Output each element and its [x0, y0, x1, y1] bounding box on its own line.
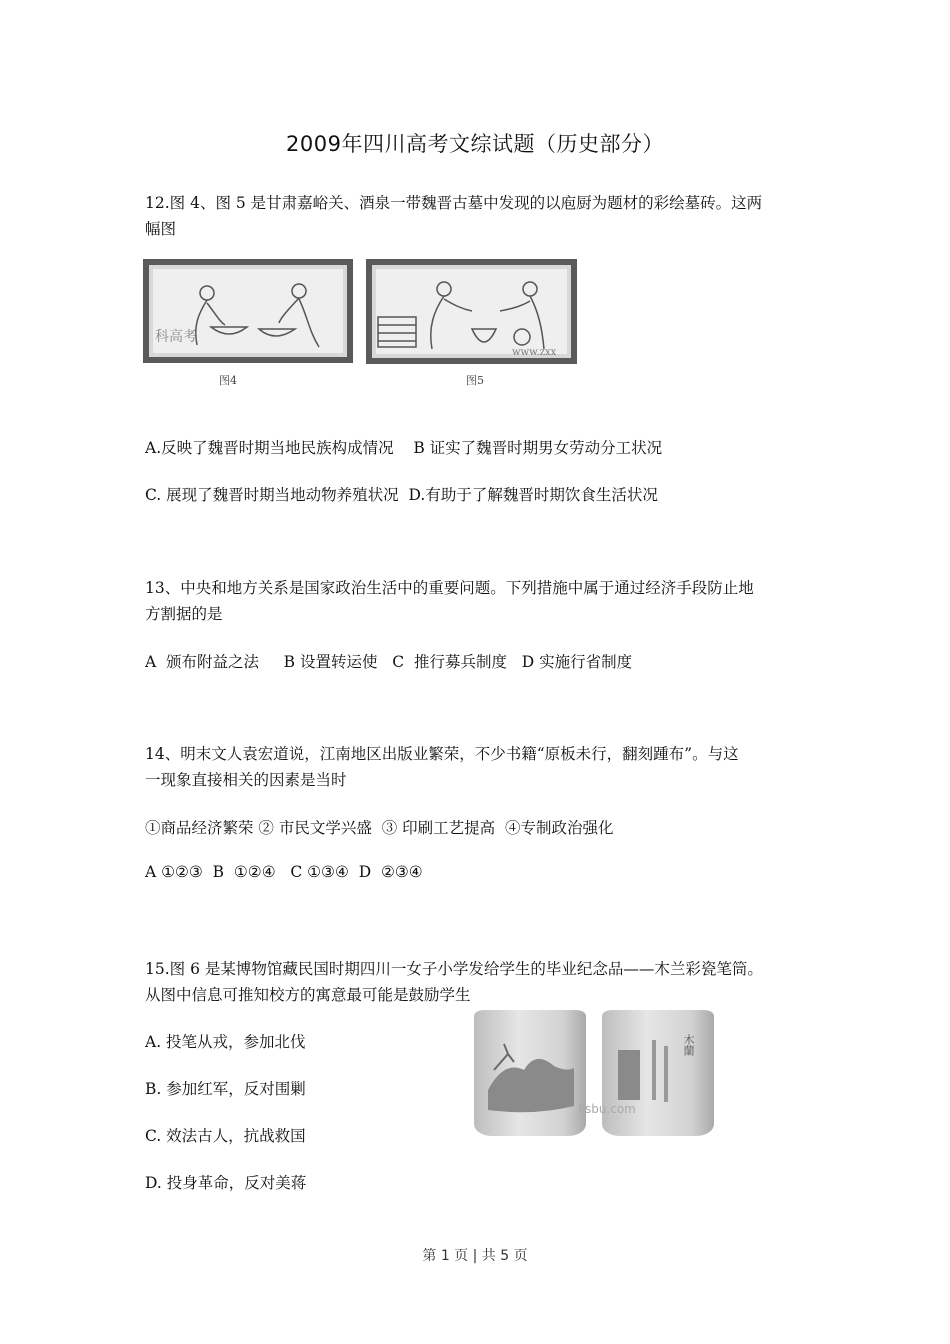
question-13-stem [145, 575, 810, 627]
question-12-options-row2: C. 展现了魏晋时期当地动物养殖状况 D.有助于了解魏晋时期饮食生活状况 [145, 486, 658, 504]
figure-5-sketch [372, 265, 571, 358]
page-footer: 第 1 页 | 共 5 页 [422, 1248, 528, 1264]
figure-6-watermark: ksbu.com [578, 1102, 636, 1116]
document-title: 2009年四川高考文综试题（历史部分） [286, 132, 664, 156]
brush-pot-inscription: 木蘭 [682, 1034, 695, 1056]
question-12-options-row1: A.反映了魏晋时期当地民族构成情况 B 证实了魏晋时期男女劳动分工状况 [145, 439, 663, 457]
figure-5-image [366, 259, 577, 364]
brush-pot-right [602, 1010, 714, 1136]
question-13-stem-line2: 方割据的是 [145, 605, 223, 623]
figure-4-sketch [149, 265, 347, 357]
question-14-stem-line1: 14、明末文人袁宏道说，江南地区出版业繁荣，不少书籍“原板未行，翻刻踵布”。与这 [145, 745, 739, 763]
question-15-stem-line1: 15.图 6 是某博物馆藏民国时期四川一女子小学发给学生的毕业纪念品——木兰彩瓷笔筒。 [145, 960, 763, 978]
question-15-option-c: C. 效法古人，抗战救国 [145, 1127, 306, 1145]
question-12-stem [145, 190, 810, 242]
question-15-option-b: B. 参加红军，反对围剿 [145, 1080, 306, 1098]
question-15-stem-line2: 从图中信息可推知校方的寓意最可能是鼓励学生 [145, 986, 471, 1004]
landscape-painting [474, 1010, 586, 1136]
question-13-options: A 颁布附益之法 B 设置转运使 C 推行募兵制度 D 实施行省制度 [145, 653, 633, 671]
question-14-stem [145, 741, 810, 793]
question-15-option-a: A. 投笔从戎，参加北伐 [145, 1033, 306, 1051]
question-14-options: A ①②③ B ①②④ C ①③④ D ②③④ [145, 863, 423, 881]
calligraphy-block [618, 1050, 640, 1100]
question-14-items: ①商品经济繁荣 ② 市民文学兴盛 ③ 印刷工艺提高 ④专制政治强化 [145, 819, 614, 837]
figure-5-caption: 图5 [466, 374, 484, 387]
question-12-stem-line2: 幅图 [145, 220, 177, 238]
brush-pot-left [474, 1010, 586, 1136]
question-13-stem-line1: 13、中央和地方关系是国家政治生活中的重要问题。下列措施中属于通过经济手段防止地 [145, 579, 754, 597]
question-14-stem-line2: 一现象直接相关的因素是当时 [145, 771, 347, 789]
figure-4-image [143, 259, 353, 363]
figure-4-caption: 图4 [219, 374, 237, 387]
figure-4-watermark: 科高考 [155, 329, 197, 345]
question-15-stem [145, 956, 810, 1008]
question-12-stem-line1: 12.图 4、图 5 是甘肃嘉峪关、酒泉一带魏晋古墓中发现的以庖厨为题材的彩绘墓砖。这两 [145, 194, 763, 212]
figure-5-watermark: www.zxx [512, 347, 557, 358]
figure-6-image [474, 1010, 724, 1140]
question-15-option-d: D. 投身革命，反对美蒋 [145, 1174, 307, 1192]
